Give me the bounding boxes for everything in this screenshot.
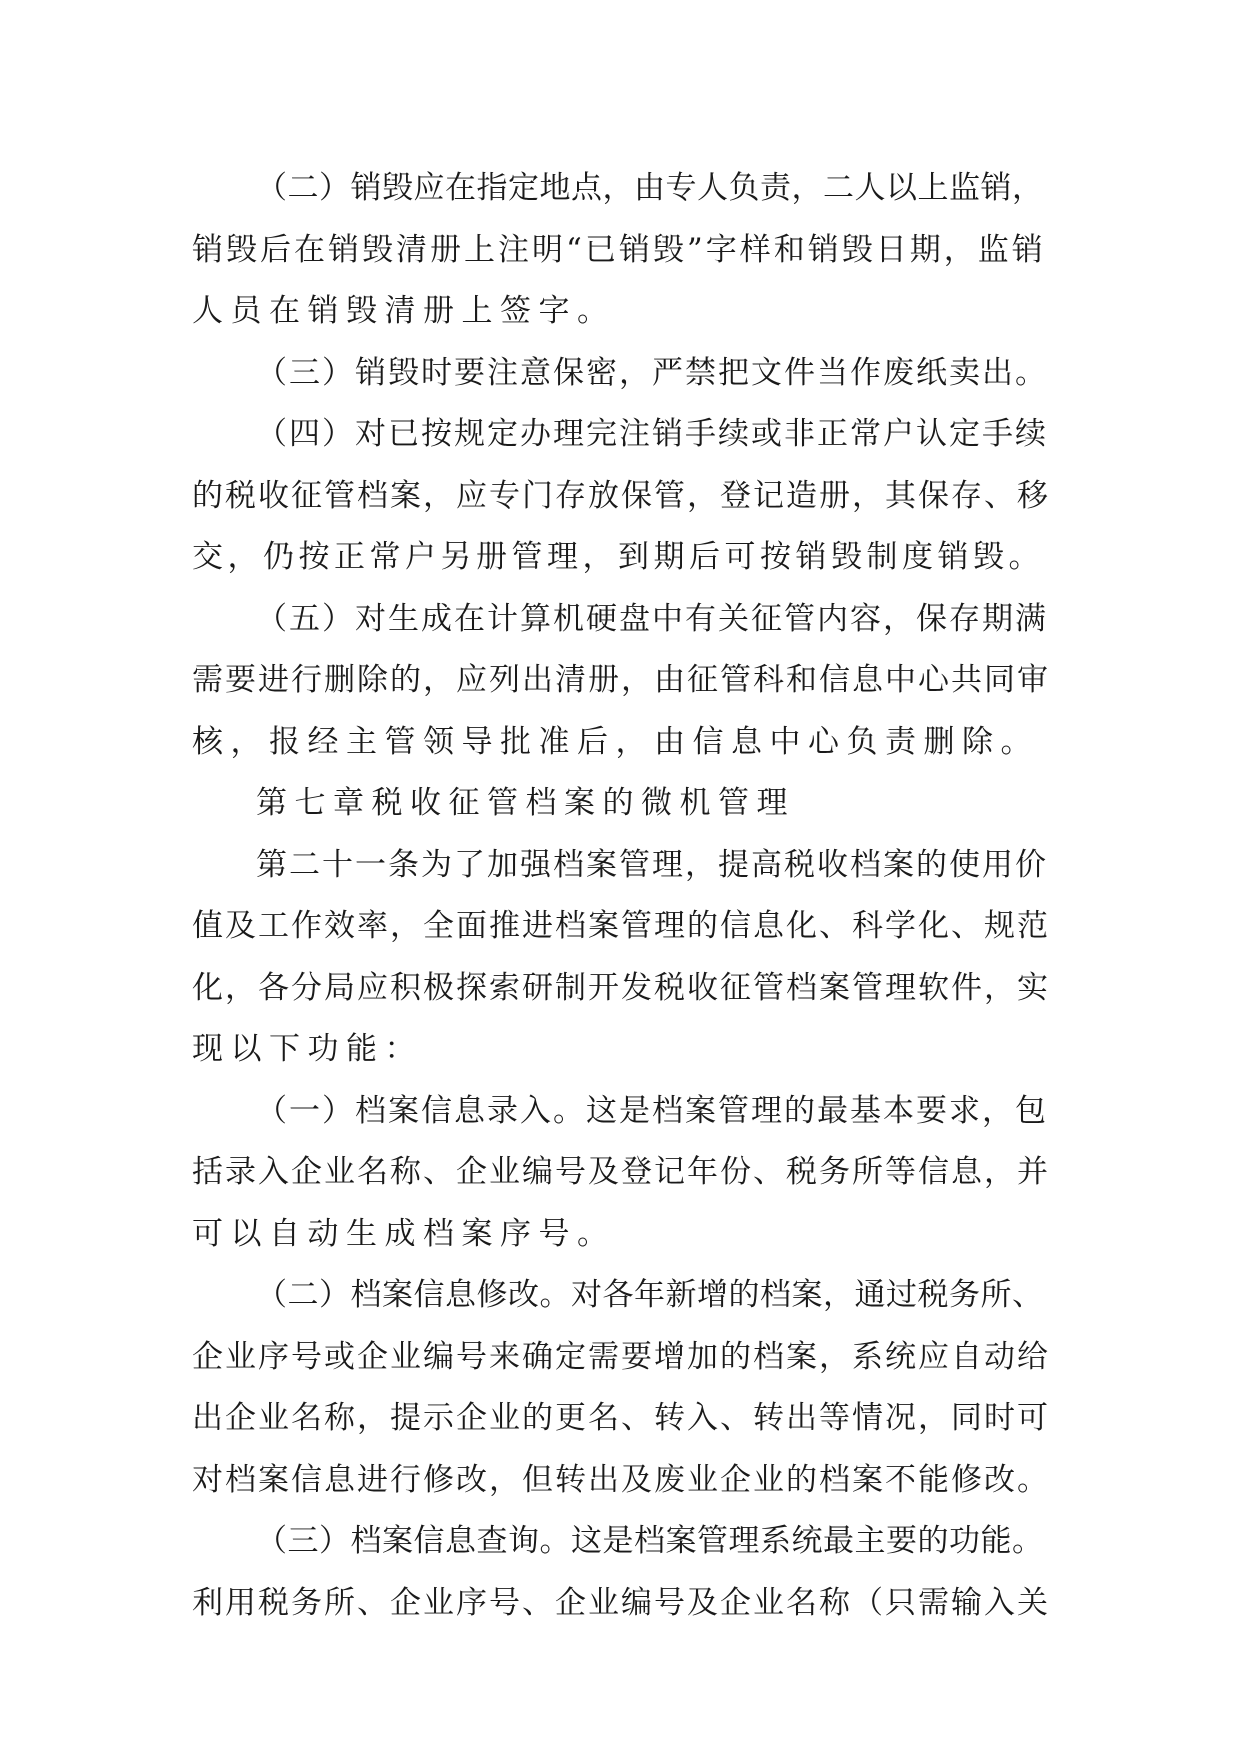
text-line: 需要进行删除的，应列出清册，由征管科和信息中心共同审 bbox=[192, 662, 1050, 698]
text-line: （二）档案信息修改。对各年新增的档案，通过税务所、 bbox=[256, 1277, 1044, 1313]
text-line: 企业序号或企业编号来确定需要增加的档案，系统应自动给 bbox=[192, 1338, 1050, 1375]
text-line: 第二十一条为了加强档案管理，提高税收档案的使用价 bbox=[256, 846, 1048, 883]
text-line: 对档案信息进行修改，但转出及废业企业的档案不能修改。 bbox=[192, 1461, 1050, 1498]
chapter-heading: 第七章税收征管档案的微机管理 bbox=[256, 785, 795, 821]
text-line: 化，各分局应积极探索研制开发税收征管档案管理软件，实 bbox=[192, 969, 1050, 1006]
text-line: （三）销毁时要注意保密，严禁把文件当作废纸卖出。 bbox=[256, 354, 1048, 391]
text-line: 核，报经主管领导批准后，由信息中心负责删除。 bbox=[192, 723, 1039, 760]
text-line: （三）档案信息查询。这是档案管理系统最主要的功能。 bbox=[256, 1523, 1044, 1559]
text-line: 可以自动生成档案序号。 bbox=[192, 1215, 616, 1252]
text-line: 利用税务所、企业序号、企业编号及企业名称（只需输入关 bbox=[192, 1584, 1050, 1621]
text-line: 括录入企业名称、企业编号及登记年份、税务所等信息，并 bbox=[192, 1154, 1050, 1190]
text-line: 出企业名称，提示企业的更名、转入、转出等情况，同时可 bbox=[192, 1400, 1050, 1436]
text-line: 人员在销毁清册上签字。 bbox=[192, 293, 616, 329]
text-line: 现以下功能： bbox=[192, 1031, 423, 1067]
text-line: （五）对生成在计算机硬盘中有关征管内容，保存期满 bbox=[256, 600, 1048, 637]
text-line: （二）销毁应在指定地点，由专人负责，二人以上监销， bbox=[256, 170, 1044, 206]
text-line: 销毁后在销毁清册上注明“已销毁”字样和销毁日期，监销 bbox=[192, 231, 1046, 268]
text-line: 的税收征管档案，应专门存放保管，登记造册，其保存、移 bbox=[192, 477, 1050, 514]
text-line: 值及工作效率，全面推进档案管理的信息化、科学化、规范 bbox=[192, 908, 1050, 944]
text-line: （一）档案信息录入。这是档案管理的最基本要求，包 bbox=[256, 1092, 1048, 1129]
document-body bbox=[192, 158, 1052, 1634]
text-line: （四）对已按规定办理完注销手续或非正常户认定手续 bbox=[256, 416, 1048, 452]
text-line: 交，仍按正常户另册管理，到期后可按销毁制度销毁。 bbox=[192, 539, 1044, 575]
